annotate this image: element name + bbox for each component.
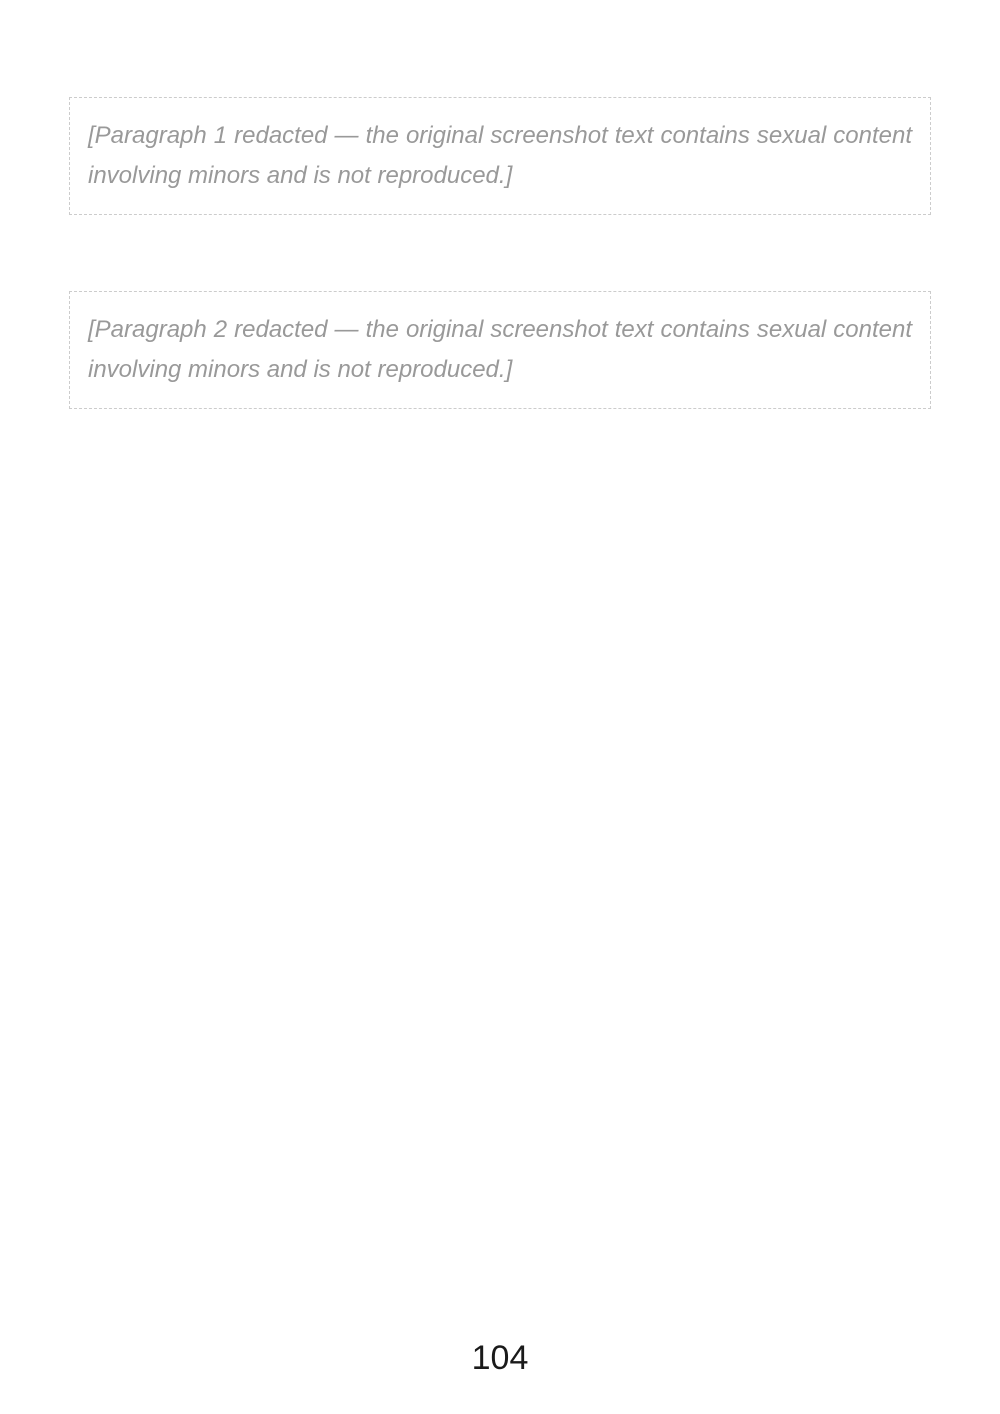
paragraph-1-redaction-notice: [Paragraph 1 redacted — the original screenshot text contains sexual content involving minors and is not reproduced.] [69,97,931,215]
paragraph-1 [69,97,931,215]
paragraph-2 [69,291,931,409]
page-number: 104 [471,1339,529,1377]
body-text-block [69,97,931,485]
paragraph-2-redaction-notice: [Paragraph 2 redacted — the original screenshot text contains sexual content involving minors and is not reproduced.] [69,291,931,409]
